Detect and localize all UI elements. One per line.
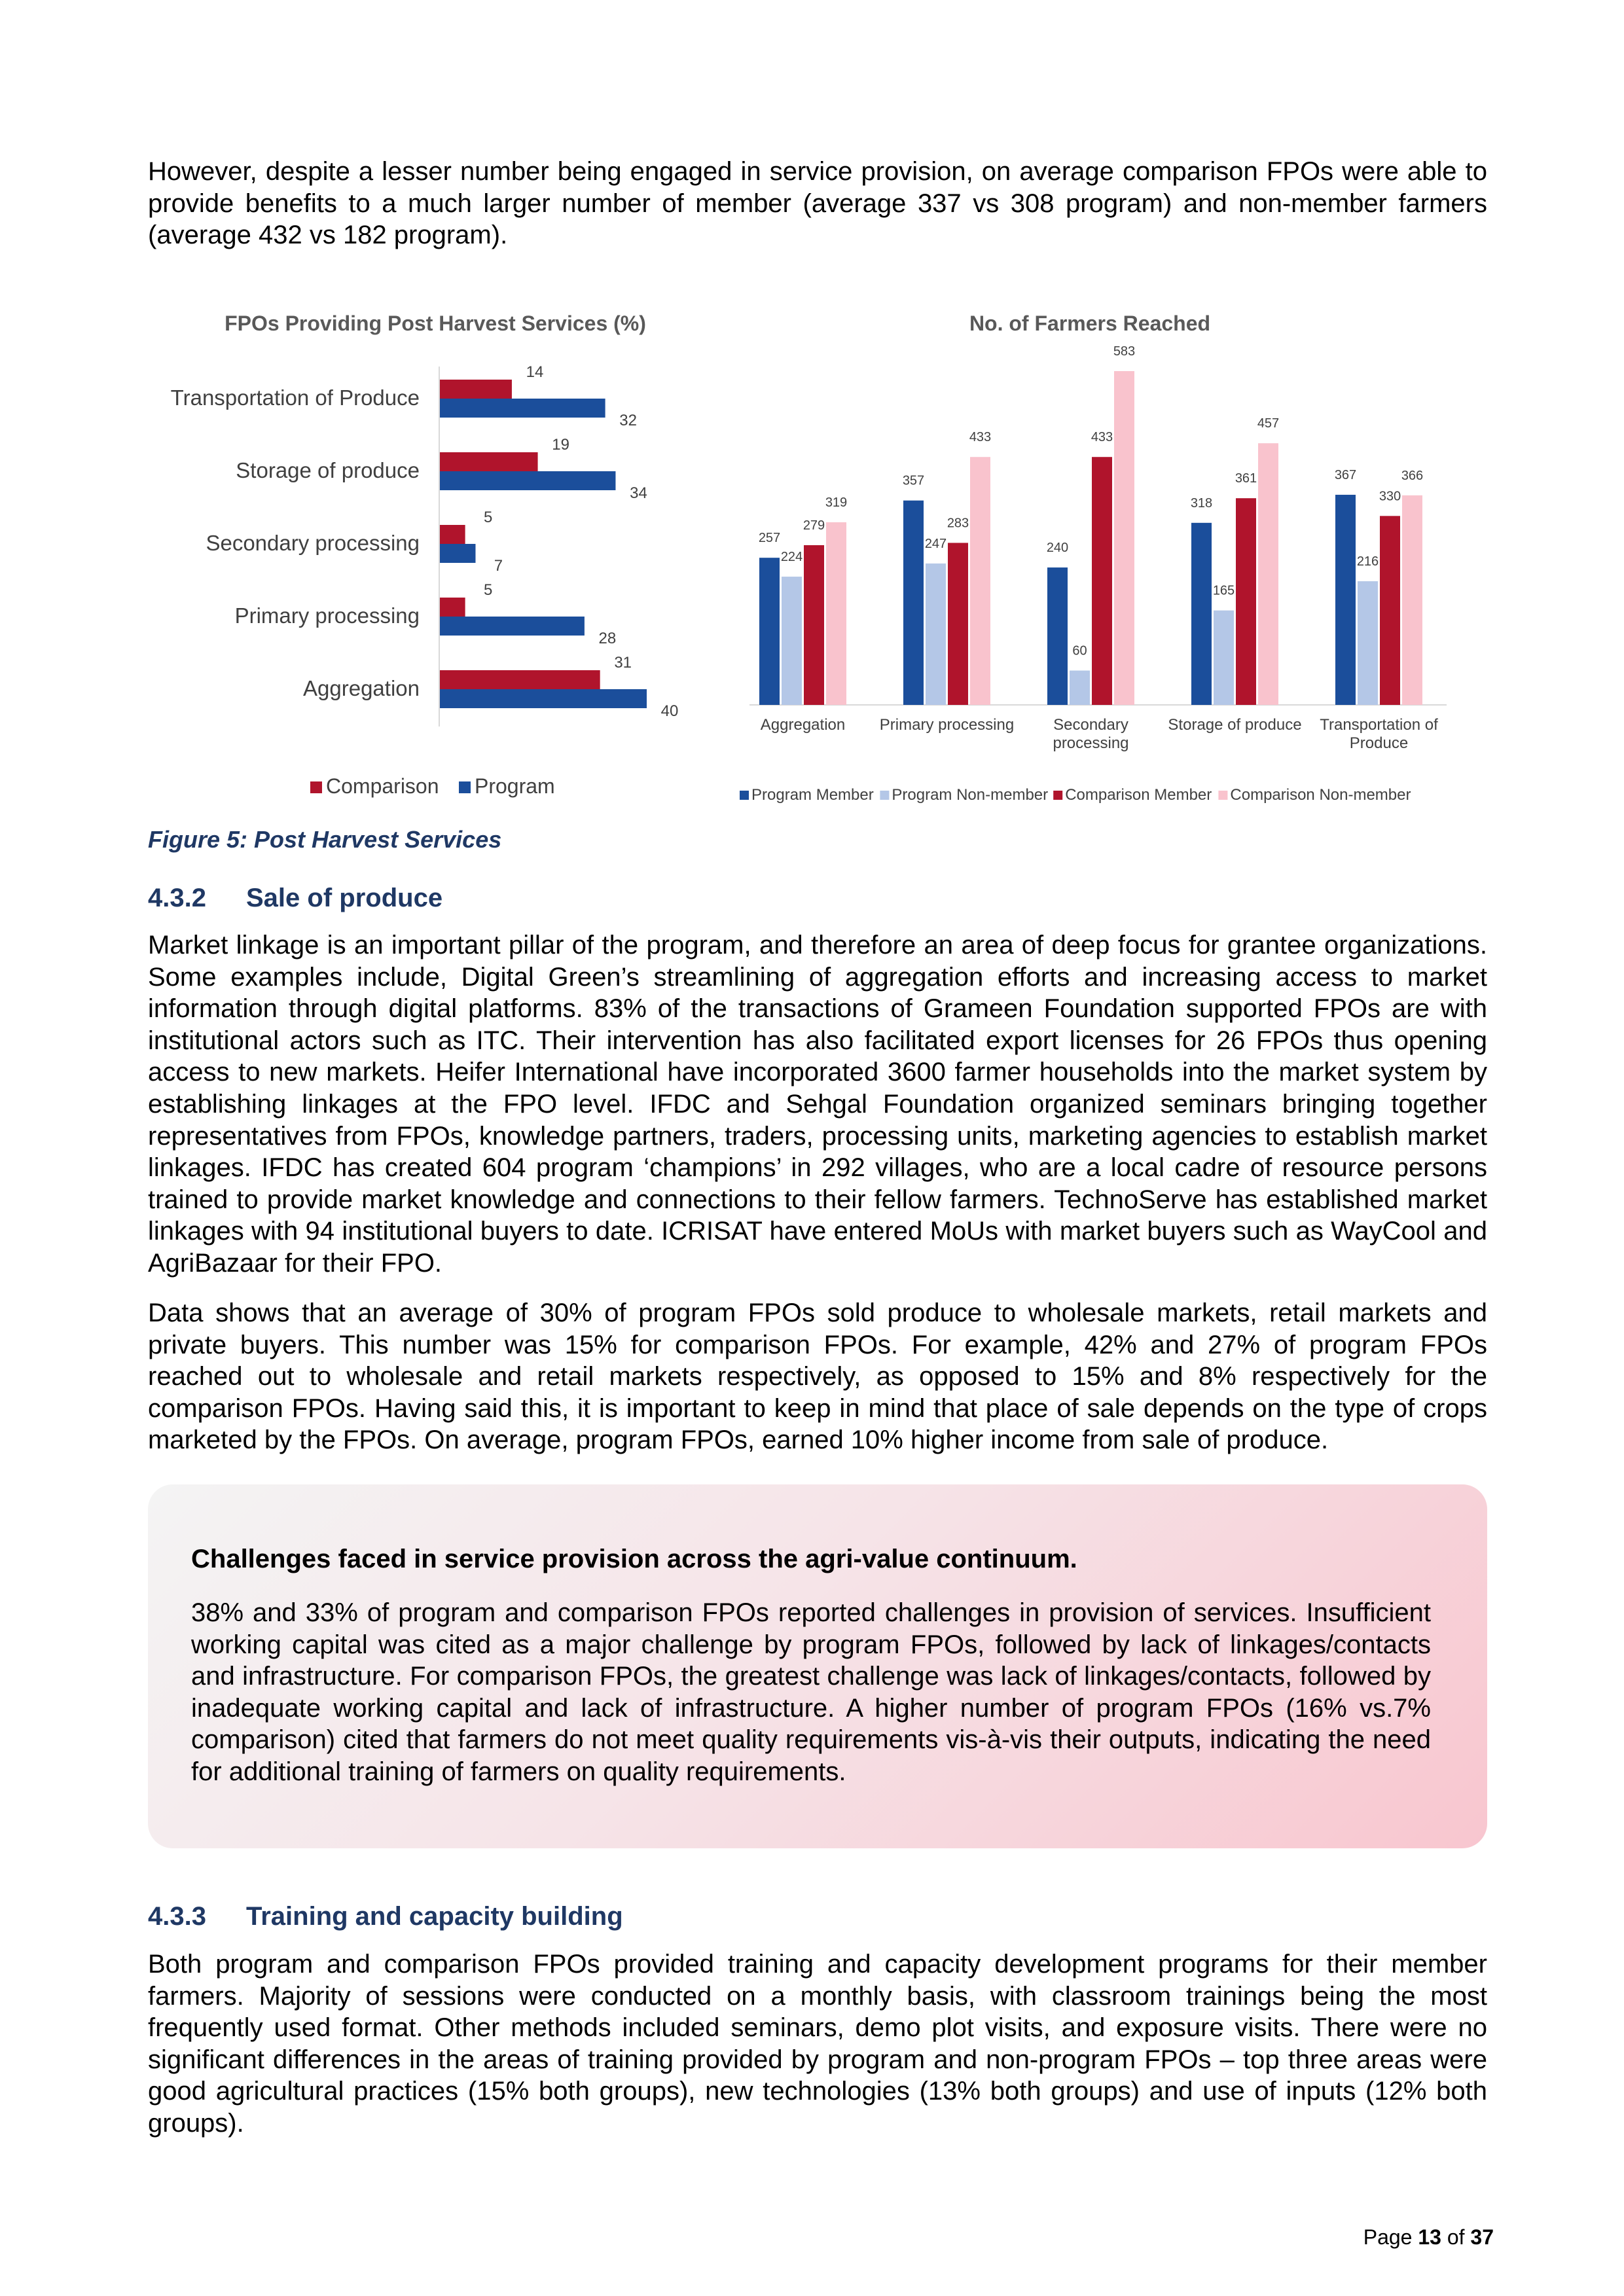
- data-label-comparison-member-storage-of-produce: 361: [1235, 471, 1257, 486]
- bar-program-aggregation: [439, 689, 647, 708]
- bar-program-member-storage-of-produce: [1191, 523, 1212, 705]
- bar-program-non-member-transportation-of-produce: [1358, 581, 1378, 705]
- callout-body: 38% and 33% of program and comparison FPOs reported challenges in provision of services. Insufficient working capital was cited as a major challenge by program FPOs, followed by lack of linkages/contacts and infrastructure. For comparison FPOs, the greatest challenge was lack of linkages/contacts, followed by inadequate working capital and lack of infrastructure. A higher number of program FPOs (16% vs.7% comparison) cited that farmers do not meet quality requirements vis-à-vis their outputs, indicating the need for additional training of farmers on quality requirements.: [191, 1598, 1431, 1786]
- training-paragraph: Both program and comparison FPOs provided training and capacity development programs for their member farmers. Majority of sessions were conducted on a monthly basis, with classroom trainings being the most frequently used format. Other methods included seminars, demo plot visits, and exposure visits. There were no significant differences in the areas of training provided by program and non-program FPOs – top three areas were good agricultural practices (15% both groups), new technologies (13% both groups) and use of inputs (12% both groups).: [148, 1950, 1487, 2138]
- data-label-program-member-storage-of-produce: 318: [1190, 495, 1213, 511]
- category-label-transportation-of-produce: Transportation of: [1320, 716, 1438, 734]
- data-label-program-transportation-of-produce: 32: [619, 412, 637, 429]
- bar-program-member-primary-processing: [903, 501, 924, 705]
- callout-title: Challenges faced in service provision across the agri-value continuum.: [191, 1545, 1077, 1573]
- data-label-comparison-primary-processing: 5: [483, 581, 493, 599]
- data-label-program-aggregation: 40: [660, 702, 679, 720]
- bar-program-non-member-storage-of-produce: [1214, 611, 1234, 705]
- bar-program-non-member-secondary-processing: [1070, 671, 1090, 705]
- bar-program-transportation-of-produce: [439, 399, 605, 418]
- section-number: 4.3.2: [148, 884, 206, 912]
- bar-program-primary-processing: [439, 617, 585, 636]
- legend-label-comparison-member: Comparison Member: [1065, 786, 1212, 804]
- legend-swatch-comparison-member: [1053, 791, 1062, 800]
- category-label-storage-of-produce: Storage of produce: [1168, 716, 1302, 734]
- data-label-comparison-member-primary-processing: 283: [947, 516, 969, 531]
- bar-comparison-primary-processing: [439, 598, 465, 617]
- data-label-program-non-member-storage-of-produce: 165: [1212, 583, 1235, 598]
- category-label-aggregation: Aggregation: [303, 676, 420, 700]
- category-label-transportation-of-produce-line2: Produce: [1349, 734, 1409, 752]
- bar-program-storage-of-produce: [439, 471, 615, 490]
- data-label-comparison-non-member-aggregation: 319: [825, 495, 848, 510]
- data-label-comparison-aggregation: 31: [614, 654, 632, 672]
- category-label-primary-processing: Primary processing: [879, 716, 1015, 734]
- bar-comparison-non-member-secondary-processing: [1114, 371, 1134, 705]
- data-label-program-non-member-aggregation: 224: [780, 550, 803, 565]
- legend-swatch-program: [459, 781, 471, 793]
- category-label-aggregation: Aggregation: [760, 716, 846, 734]
- legend-label-program-member: Program Member: [751, 786, 874, 804]
- bar-comparison-secondary-processing: [439, 525, 465, 544]
- data-label-comparison-non-member-secondary-processing: 583: [1113, 344, 1136, 359]
- data-label-comparison-member-transportation-of-produce: 330: [1379, 489, 1401, 504]
- challenges-callout-box: [148, 1484, 1487, 1848]
- bar-comparison-member-storage-of-produce: [1236, 498, 1256, 705]
- chart-title-post-harvest: FPOs Providing Post Harvest Services (%): [225, 312, 646, 335]
- data-label-program-member-transportation-of-produce: 367: [1334, 467, 1357, 482]
- section-title: Sale of produce: [246, 884, 443, 912]
- category-label-primary-processing: Primary processing: [234, 603, 420, 628]
- legend-swatch-comparison-non-member: [1218, 791, 1227, 800]
- farmers-reached-chart: [740, 344, 1486, 818]
- post-harvest-services-chart: [148, 353, 737, 812]
- current-page: 13: [1418, 2225, 1441, 2249]
- bar-comparison-member-aggregation: [804, 545, 824, 705]
- data-label-comparison-non-member-storage-of-produce: 457: [1257, 416, 1280, 431]
- data-label-program-non-member-secondary-processing: 60: [1072, 643, 1087, 658]
- data-label-program-primary-processing: 28: [598, 630, 617, 647]
- page-number: [1363, 2225, 1494, 2250]
- bar-comparison-member-primary-processing: [948, 543, 968, 705]
- category-label-storage-of-produce: Storage of produce: [236, 458, 420, 482]
- bar-comparison-transportation-of-produce: [439, 380, 512, 399]
- bar-comparison-storage-of-produce: [439, 452, 538, 471]
- legend-label-program: Program: [475, 774, 555, 798]
- data-label-comparison-member-secondary-processing: 433: [1091, 430, 1113, 445]
- bar-program-member-secondary-processing: [1047, 567, 1068, 705]
- category-label-transportation-of-produce: Transportation of Produce: [170, 386, 420, 410]
- bar-program-non-member-primary-processing: [926, 564, 946, 705]
- data-label-comparison-secondary-processing: 5: [483, 509, 493, 526]
- section-title: Training and capacity building: [246, 1902, 623, 1931]
- data-label-program-member-aggregation: 257: [758, 531, 781, 546]
- bar-program-member-aggregation: [759, 558, 780, 705]
- bar-program-member-transportation-of-produce: [1335, 495, 1356, 705]
- intro-paragraph: However, despite a lesser number being engaged in service provision, on average comparison FPOs were able to provide benefits to a much larger number of member (average 337 vs 308 program) and non-member farmers (average 432 vs 182 program).: [148, 157, 1487, 250]
- data-label-comparison-storage-of-produce: 19: [552, 436, 569, 454]
- section-heading-training: [148, 1902, 623, 1931]
- data-label-comparison-member-aggregation: 279: [803, 518, 825, 533]
- legend-label-program-non-member: Program Non-member: [892, 786, 1049, 804]
- data-label-comparison-non-member-transportation-of-produce: 366: [1401, 468, 1424, 483]
- legend-swatch-comparison: [310, 781, 322, 793]
- bar-comparison-aggregation: [439, 670, 600, 689]
- category-label-secondary-processing: Secondary processing: [206, 531, 420, 555]
- category-label-secondary-processing-line2: processing: [1053, 734, 1129, 752]
- data-label-comparison-non-member-primary-processing: 433: [969, 430, 992, 445]
- data-label-program-member-primary-processing: 357: [902, 473, 925, 488]
- data-label-program-non-member-primary-processing: 247: [924, 536, 947, 551]
- data-label-program-storage-of-produce: 34: [630, 484, 647, 502]
- legend-label-comparison-non-member: Comparison Non-member: [1230, 786, 1411, 804]
- legend-swatch-program-member: [740, 791, 749, 800]
- bar-comparison-member-secondary-processing: [1092, 457, 1112, 705]
- data-label-program-secondary-processing: 7: [494, 557, 503, 575]
- page-of: of: [1447, 2225, 1465, 2249]
- page-label: Page: [1363, 2225, 1413, 2249]
- data-label-program-member-secondary-processing: 240: [1046, 541, 1069, 556]
- bar-comparison-non-member-aggregation: [826, 522, 846, 705]
- bar-comparison-member-transportation-of-produce: [1380, 516, 1400, 705]
- figure-caption: Figure 5: Post Harvest Services: [148, 826, 502, 853]
- section-number: 4.3.3: [148, 1902, 206, 1931]
- bar-comparison-non-member-storage-of-produce: [1258, 443, 1278, 705]
- legend-label-comparison: Comparison: [326, 774, 439, 798]
- bar-program-secondary-processing: [439, 544, 475, 563]
- bar-program-non-member-aggregation: [782, 577, 802, 705]
- data-label-comparison-transportation-of-produce: 14: [526, 363, 544, 381]
- category-label-secondary-processing: Secondary: [1053, 716, 1128, 734]
- sale-paragraph-2: Data shows that an average of 30% of program FPOs sold produce to wholesale markets, retail markets and private buyers. This number was 15% for comparison FPOs. For example, 42% and 27% of program FPOs reached out to wholesale and retail markets respectively, as opposed to 15% and 8% respectively for the comparison FPOs. Having said this, it is important to keep in mind that place of sale depends on the type of crops marketed by the FPOs. On average, program FPOs, earned 10% higher income from sale of produce.: [148, 1299, 1487, 1455]
- total-pages: 37: [1470, 2225, 1494, 2249]
- sale-paragraph-1: Market linkage is an important pillar of the program, and therefore an area of deep focus for grantee organizations. Some examples include, Digital Green’s streamlining of aggregation efforts and increasing access to market information through digital platforms. 83% of the transactions of Grameen Foundation supported FPOs are with institutional actors such as ITC. Their intervention has also facilitated export licenses for 26 FPOs thus opening access to new markets. Heifer International have incorporated 3600 farmer households into the market system by establishing linkages at the FPO level. IFDC and Sehgal Foundation organized seminars bringing together representatives from FPOs, knowledge partners, traders, processing units, marketing agencies to establish market linkages. IFDC has created 604 program ‘champions’ in 292 villages, who are a local cadre of resource persons trained to provide market knowledge and connections to their fellow farmers. TechnoServe has established market linkages with 94 institutional buyers to date. ICRISAT have entered MoUs with market buyers such as WayCool and AgriBazaar for their FPO.: [148, 931, 1487, 1278]
- data-label-program-non-member-transportation-of-produce: 216: [1356, 554, 1379, 569]
- legend-swatch-program-non-member: [880, 791, 889, 800]
- chart-title-farmers-reached: No. of Farmers Reached: [969, 312, 1211, 335]
- bar-comparison-non-member-primary-processing: [970, 457, 990, 705]
- section-heading-sale-of-produce: [148, 884, 442, 913]
- bar-comparison-non-member-transportation-of-produce: [1402, 495, 1422, 705]
